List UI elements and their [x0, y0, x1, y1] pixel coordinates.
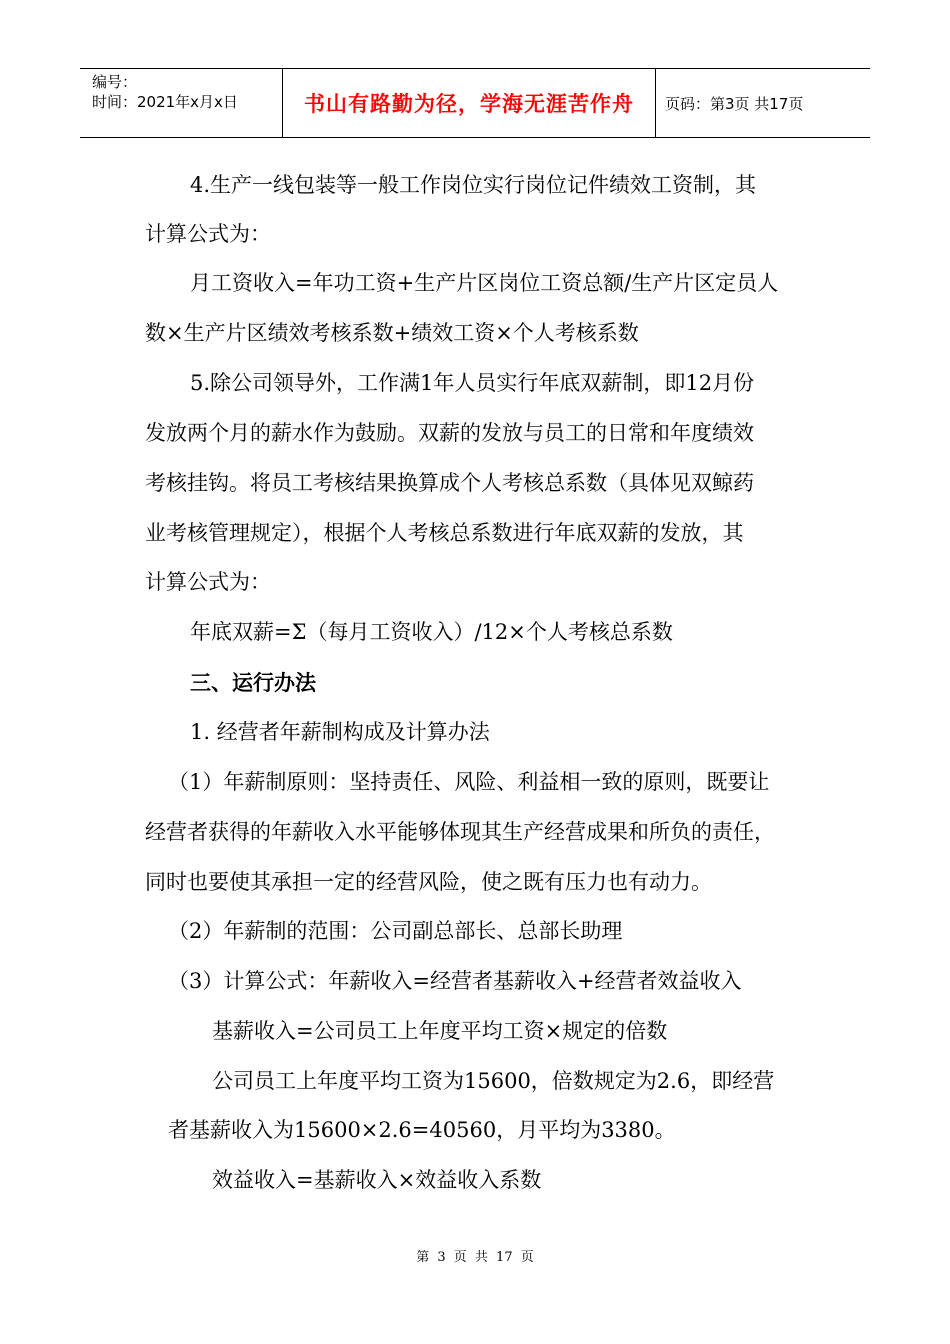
motto-text: 书山有路勤为径，学海无涯苦作舟 — [304, 91, 634, 116]
page-info: 页码：第3页 共17页 — [665, 94, 804, 113]
body-line: 计算公式为： — [145, 570, 271, 594]
body-line: 考核挂钩。将员工考核结果换算成个人考核总系数（具体见双鲸药 — [145, 471, 754, 495]
body-line: 数×生产片区绩效考核系数+绩效工资×个人考核系数 — [145, 321, 639, 345]
section-heading: 三、运行办法 — [190, 670, 316, 695]
body-line: 效益收入=基薪收入×效益收入系数 — [212, 1168, 542, 1192]
body-line: 公司员工上年度平均工资为15600，倍数规定为2.6，即经营 — [212, 1069, 775, 1093]
body-line: 同时也要使其承担一定的经营风险，使之既有压力也有动力。 — [145, 870, 712, 894]
body-line: 者基薪收入为15600×2.6=40560，月平均为3380。 — [168, 1118, 676, 1142]
body-line: 业考核管理规定），根据个人考核总系数进行年底双薪的发放，其 — [145, 521, 744, 545]
body-line: 月工资收入=年功工资+生产片区岗位工资总额/生产片区定员人 — [190, 271, 779, 295]
body-line: 经营者获得的年薪收入水平能够体现其生产经营成果和所负的责任， — [145, 820, 775, 844]
number-label: 编号： — [92, 73, 138, 91]
header-page-cell — [655, 69, 880, 137]
body-line: （2）年薪制的范围：公司副总部长、总部长助理 — [168, 919, 623, 943]
body-line: 基薪收入=公司员工上年度平均工资×规定的倍数 — [212, 1019, 668, 1043]
body-line: 年底双薪=Σ（每月工资收入）/12×个人考核总系数 — [190, 620, 673, 644]
body-line: 发放两个月的薪水作为鼓励。双薪的发放与员工的日常和年度绩效 — [145, 421, 754, 445]
page-header — [80, 68, 870, 138]
page-footer: 第 3 页 共 17 页 — [416, 1250, 534, 1265]
body-line: 1. 经营者年薪制构成及计算办法 — [190, 720, 490, 744]
body-line: 4.生产一线包装等一般工作岗位实行岗位记件绩效工资制，其 — [190, 173, 757, 197]
body-line: 5.除公司领导外，工作满1年人员实行年底双薪制，即12月份 — [190, 371, 755, 395]
header-motto-cell — [282, 69, 656, 137]
body-line: （1）年薪制原则：坚持责任、风险、利益相一致的原则，既要让 — [168, 770, 770, 794]
body-line: （3）计算公式：年薪收入=经营者基薪收入+经营者效益收入 — [168, 969, 742, 993]
date-label: 时间：2021年x月x日 — [92, 93, 238, 111]
body-line: 计算公式为： — [145, 222, 271, 246]
header-left-cell — [80, 69, 282, 137]
